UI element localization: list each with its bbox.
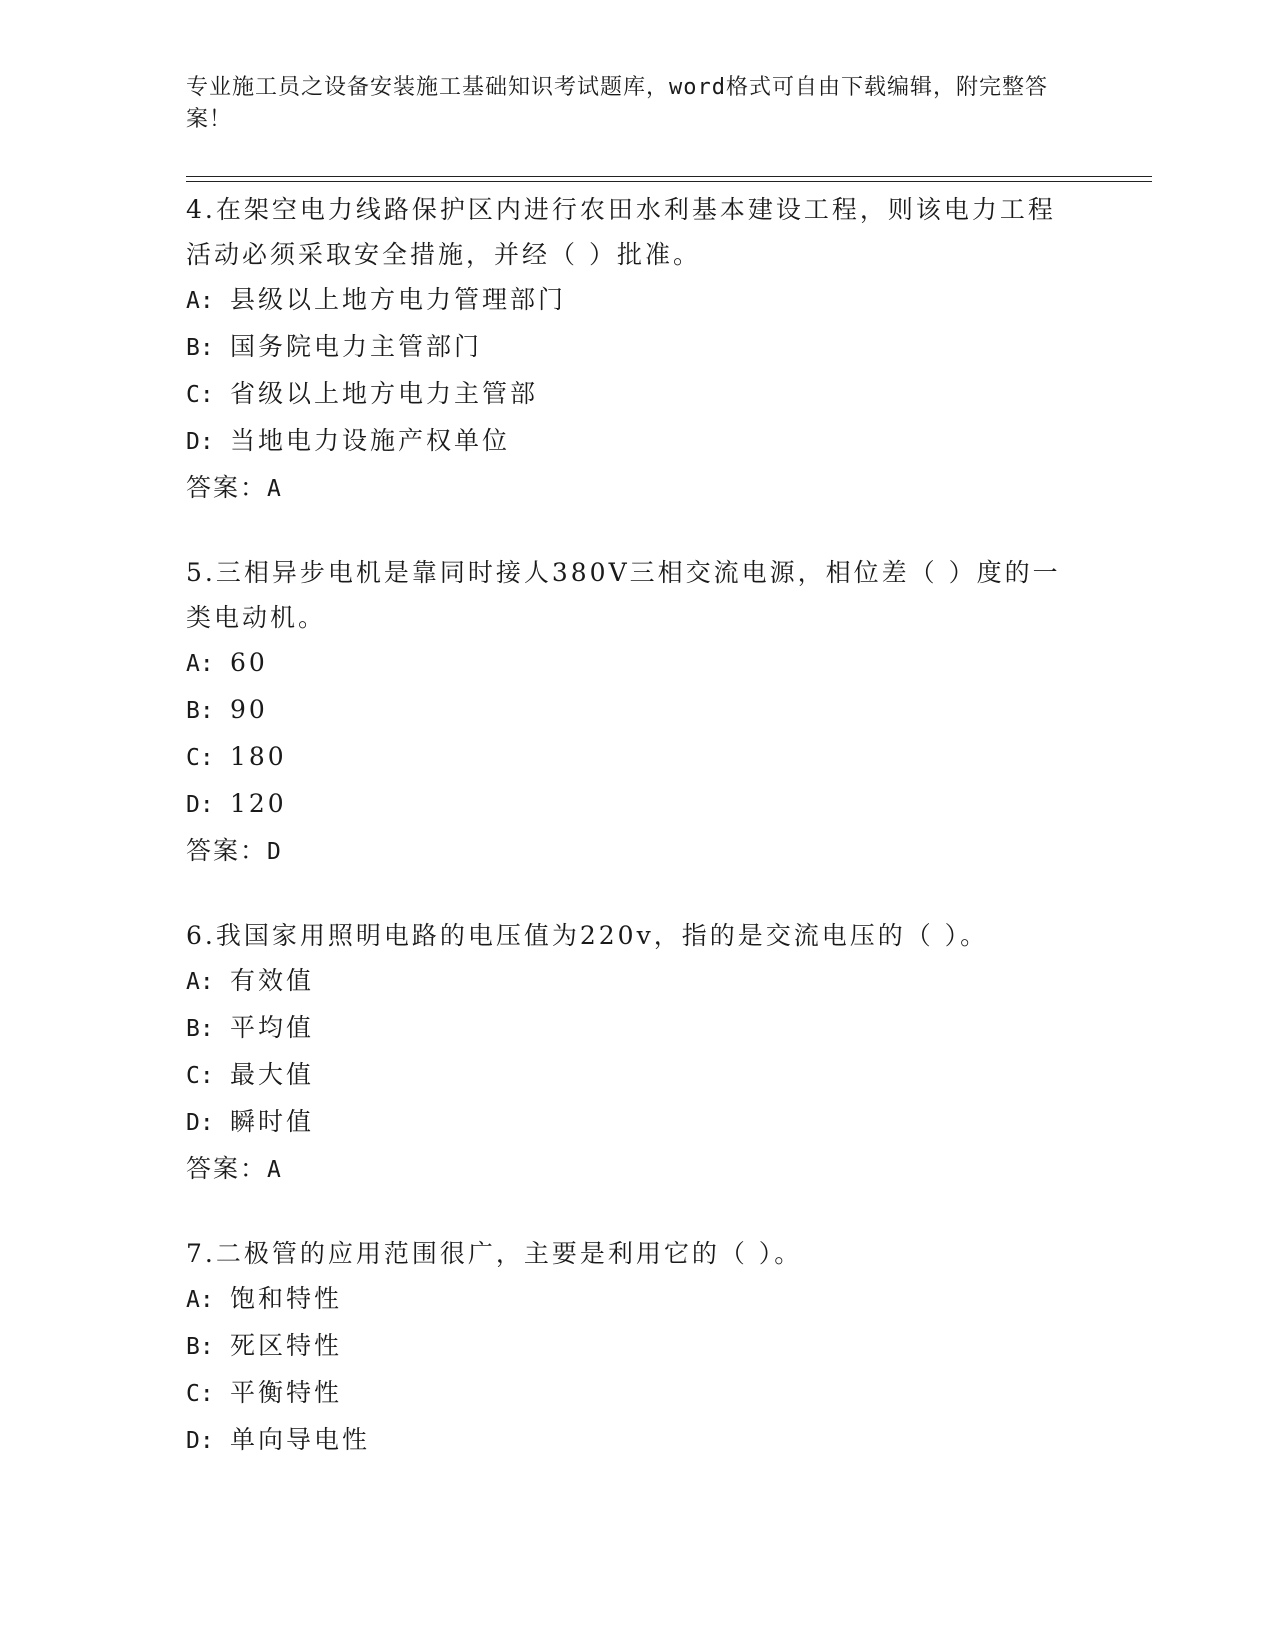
option-c [186,1370,1066,1417]
option-key: C: [186,382,214,408]
option-d [186,1417,1066,1464]
question-stem: 7.二极管的应用范围很广，主要是利用它的（ ）。 [186,1239,803,1268]
option-text: 省级以上地方电力主管部 [230,379,539,408]
option-key: D: [186,1428,214,1454]
option-key: B: [186,1334,214,1360]
option-b [186,1323,1066,1370]
answer-label: 答案： [186,473,268,502]
option-key: A: [186,1287,214,1313]
option-b [186,1005,1066,1052]
option-key: D: [186,792,214,818]
answer-value: A [267,1157,281,1183]
option-text: 死区特性 [230,1331,343,1360]
option-a [186,277,1066,324]
question-4 [186,187,1066,512]
option-d [186,418,1066,465]
question-6 [186,913,1066,1193]
answer-value: D [267,839,281,865]
question-stem: 4.在架空电力线路保护区内进行农田水利基本建设工程，则该电力工程活动必须采取安全措施，并经（ ）批准。 [186,195,1056,269]
option-text: 瞬时值 [230,1107,315,1136]
option-key: A: [186,651,214,677]
option-c [186,1052,1066,1099]
answer-label: 答案： [186,1154,268,1183]
option-key: D: [186,429,214,455]
option-key: A: [186,969,214,995]
option-d [186,781,1066,828]
option-key: D: [186,1110,214,1136]
question-7 [186,1231,1066,1464]
option-key: B: [186,1016,214,1042]
answer-line [186,465,1066,512]
option-c [186,734,1066,781]
answer-label: 答案： [186,836,268,865]
option-b [186,687,1066,734]
answer-line [186,1146,1066,1193]
option-a [186,640,1066,687]
option-key: C: [186,1063,214,1089]
header-divider-bottom [186,181,1152,182]
option-text: 有效值 [230,966,315,995]
question-5 [186,550,1066,875]
option-key: B: [186,335,214,361]
option-text: 90 [230,695,268,724]
option-text: 饱和特性 [230,1284,343,1313]
option-text: 平均值 [230,1013,315,1042]
option-d [186,1099,1066,1146]
option-text: 180 [230,742,287,771]
document-header: 专业施工员之设备安装施工基础知识考试题库，word格式可自由下载编辑，附完整答案！ [186,75,1048,132]
option-a [186,1276,1066,1323]
option-c [186,371,1066,418]
option-text: 国务院电力主管部门 [230,332,483,361]
question-stem: 5.三相异步电机是靠同时接人380V三相交流电源，相位差（ ）度的一类电动机。 [186,558,1061,632]
option-b [186,324,1066,371]
option-text: 60 [230,648,268,677]
option-key: C: [186,1381,214,1407]
option-text: 县级以上地方电力管理部门 [230,285,567,314]
option-text: 最大值 [230,1060,315,1089]
header-divider-top [186,176,1152,177]
option-a [186,958,1066,1005]
answer-line [186,828,1066,875]
option-text: 当地电力设施产权单位 [230,426,511,455]
option-key: C: [186,745,214,771]
option-text: 120 [230,789,287,818]
question-stem: 6.我国家用照明电路的电压值为220v，指的是交流电压的（ ）。 [186,921,989,950]
option-text: 单向导电性 [230,1425,371,1454]
option-text: 平衡特性 [230,1378,343,1407]
option-key: B: [186,698,214,724]
option-key: A: [186,288,214,314]
answer-value: A [267,476,281,502]
